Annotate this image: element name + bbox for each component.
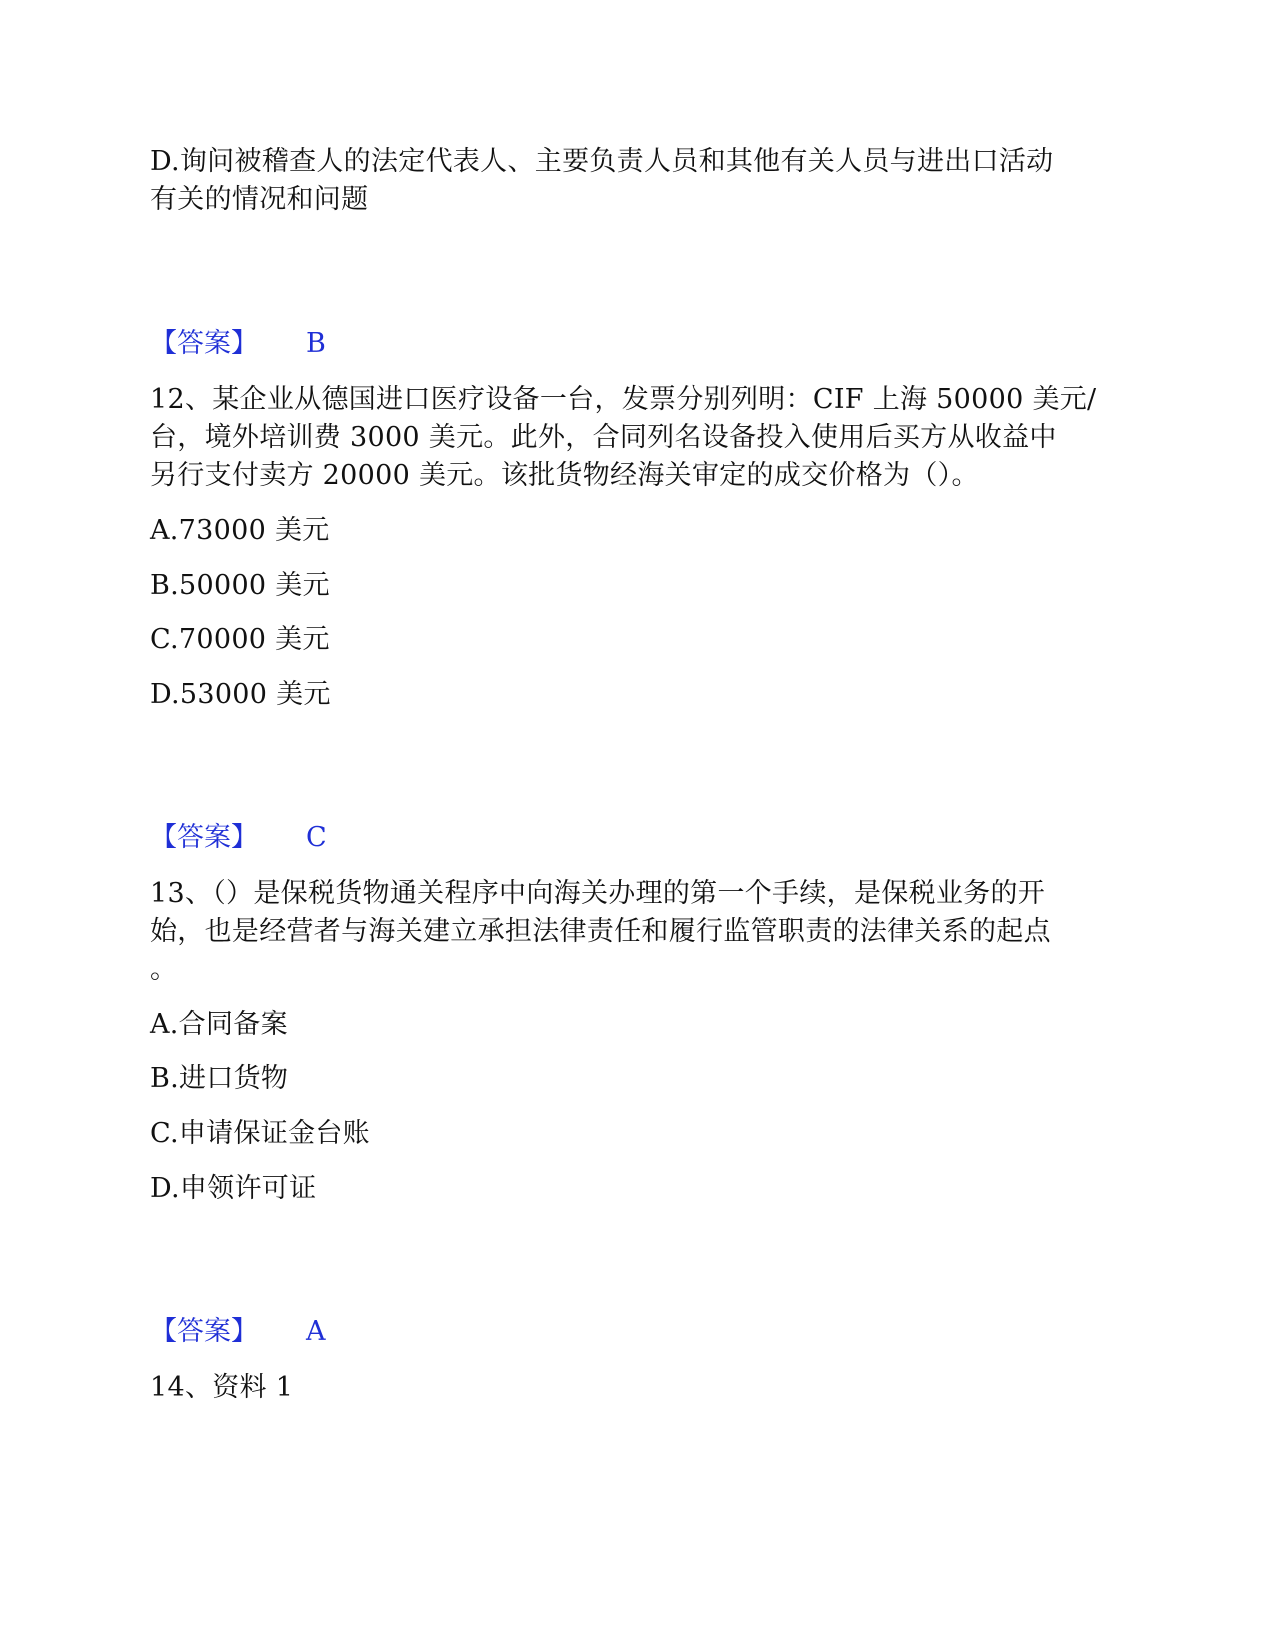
q12-option-a: A.73000 美元 [150, 515, 330, 546]
answer-label: 【答案】 [150, 1316, 258, 1347]
q13-option-c: C.申请保证金台账 [150, 1118, 370, 1149]
q11-option-d-line1: D.询问被稽查人的法定代表人、主要负责人员和其他有关人员与进出口活动 [150, 146, 1054, 177]
answer-label: 【答案】 [150, 328, 258, 359]
q13-option-b: B.进口货物 [150, 1063, 289, 1094]
q12-option-b: B.50000 美元 [150, 570, 330, 601]
q12-stem-line1: 12、某企业从德国进口医疗设备一台，发票分别列明：CIF 上海 50000 美元/ [150, 384, 1097, 415]
q12-stem-line3: 另行支付卖方 20000 美元。该批货物经海关审定的成交价格为（）。 [150, 460, 979, 491]
q13-stem-line1: 13、（）是保税货物通关程序中向海关办理的第一个手续，是保税业务的开 [150, 878, 1046, 909]
q12-stem-line2: 台，境外培训费 3000 美元。此外，合同列名设备投入使用后买方从收益中 [150, 422, 1057, 453]
answer-value: C [306, 822, 327, 853]
answer-12 [150, 822, 327, 854]
q12-option-d: D.53000 美元 [150, 679, 331, 710]
answer-11 [150, 328, 326, 360]
q13-option-d: D.申领许可证 [150, 1173, 317, 1204]
q11-option-d-line2: 有关的情况和问题 [150, 184, 369, 215]
answer-value: A [306, 1316, 326, 1347]
q13-stem-line3: 。 [150, 954, 178, 985]
answer-value: B [306, 328, 326, 359]
answer-13 [150, 1316, 326, 1348]
q12-option-c: C.70000 美元 [150, 624, 330, 655]
answer-label: 【答案】 [150, 822, 258, 853]
q14-stem-line1: 14、资料 1 [150, 1372, 294, 1403]
q13-option-a: A.合同备案 [150, 1009, 288, 1040]
q13-stem-line2: 始，也是经营者与海关建立承担法律责任和履行监管职责的法律关系的起点 [150, 916, 1051, 947]
